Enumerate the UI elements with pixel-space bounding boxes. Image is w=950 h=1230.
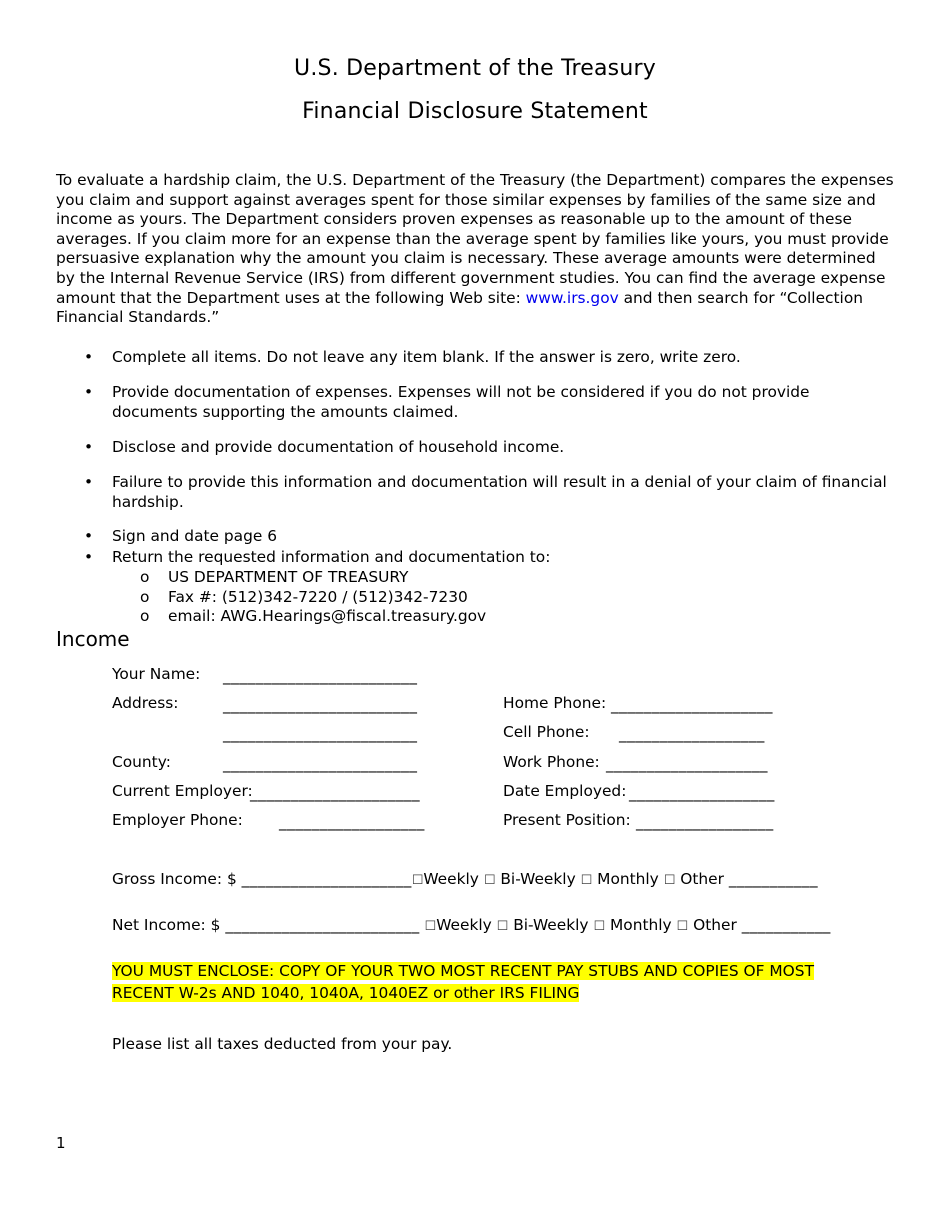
cell-phone-label: Cell Phone: — [503, 723, 590, 741]
intro-text: To evaluate a hardship claim, the U.S. Department of the Treasury (the Department) compares the expenses you claim and support against averages spent for those similar expenses by families of the same size and income as yours. The Department considers proven expenses as reasonable up to the amount of these averages. If you claim more for an expense than the average spent by families like yours, you must provide persuasive explanation why the amount you claim is necessary. These average amounts were determined by the Internal Revenue Service (IRS) from different government studies. You can find the average expense amount that the Department uses at the following Web site: — [56, 171, 894, 307]
biweekly-checkbox[interactable]: ☐ — [483, 873, 496, 888]
other-field[interactable]: ___________ — [741, 916, 831, 934]
cell-phone-field[interactable]: __________________ — [619, 725, 765, 743]
weekly-label: Weekly — [436, 916, 492, 934]
monthly-checkbox[interactable]: ☐ — [580, 873, 593, 888]
other-label: Other — [693, 916, 737, 934]
current-employer-field[interactable]: _____________________ — [250, 784, 421, 802]
monthly-label: Monthly — [610, 916, 672, 934]
gross-income-label: Gross Income: $ — [112, 870, 237, 888]
date-employed-field[interactable]: __________________ — [629, 784, 775, 802]
page-title: U.S. Department of the Treasury — [294, 56, 656, 81]
your-name-label: Your Name: — [112, 665, 201, 683]
weekly-label: Weekly — [423, 870, 479, 888]
other-checkbox[interactable]: ☐ — [676, 919, 689, 934]
weekly-checkbox[interactable]: ☐ — [411, 873, 424, 888]
other-field[interactable]: ___________ — [728, 870, 818, 888]
employer-phone-label: Employer Phone: — [112, 811, 243, 829]
page-number: 1 — [56, 1134, 66, 1152]
monthly-label: Monthly — [597, 870, 659, 888]
intro-paragraph — [56, 171, 896, 328]
monthly-checkbox[interactable]: ☐ — [593, 919, 606, 934]
address-label: Address: — [112, 694, 179, 712]
enclose-notice — [112, 960, 872, 1004]
income-heading: Income — [56, 627, 130, 651]
address-field-line1[interactable]: ________________________ — [223, 696, 418, 714]
home-phone-label: Home Phone: — [503, 694, 607, 712]
biweekly-label: Bi-Weekly — [500, 870, 576, 888]
net-income-row — [112, 916, 831, 936]
gross-income-row — [112, 870, 818, 890]
other-label: Other — [680, 870, 724, 888]
biweekly-label: Bi-Weekly — [513, 916, 589, 934]
present-position-label: Present Position: — [503, 811, 631, 829]
current-employer-label: Current Employer: — [112, 782, 253, 800]
weekly-checkbox[interactable]: ☐ — [424, 919, 437, 934]
gross-income-field[interactable]: _____________________ — [241, 870, 412, 888]
work-phone-field[interactable]: ____________________ — [606, 755, 768, 773]
other-checkbox[interactable]: ☐ — [663, 873, 676, 888]
page-subtitle: Financial Disclosure Statement — [302, 99, 648, 124]
work-phone-label: Work Phone: — [503, 753, 600, 771]
taxes-prompt: Please list all taxes deducted from your pay. — [112, 1035, 453, 1053]
date-employed-label: Date Employed: — [503, 782, 627, 800]
document-page: U.S. Department of the Treasury Financial Disclosure Statement To evaluate a hardship claim, the U.S. Department of the Treasury (the Department) compares the expenses you claim and support against averages spent for those similar expenses by families of the same size and income as yours. The Department considers proven expenses as reasonable up to the amount of these averages. If you claim more for an expense than the average spent by families like yours, you must provide persuasive explanation why the amount you claim is necessary. These average amounts were determined by the Internal Revenue Service (IRS) from different government studies. You can find the average expense amount that the Department uses at the following Web site: www.irs.gov and then search for “Collection Financial Standards.” • Complete all items. Do not leave any item blank. If the answer is zero, write zero. • Provide documentation of expenses. Expenses will not be considered if you do not provide documents supporting the amounts claimed. • Disclose and provide documentation of household income. • Failure to provide this information and documentation will result in a denial of your claim of financial hardship. • Sign and date page 6 • Return the requested information and documentation to: o US DEPARTMENT OF TREASURY o Fax #: (512)342-7220 / (512)342-7230 o email: AWG.Hearings@fiscal.treasury.gov Income Your Name: ________________________ Address: ________________________ ________________________ County: ________________________ Current Employer: _____________________ Employer Phone: __________________ Home Phone: ____________________ Cell Phone: __________________ Work Phone: ____________________ Date Employed: __________________ Present Position: _________________ Gross Income: $ _____________________☐Weekly ☐ Bi-Weekly ☐ Monthly ☐ Other ___________ Net Income: $ ________________________ ☐Weekly ☐ Bi-Weekly ☐ Monthly ☐ Other ___________ YOU MUST ENCLOSE: COPY OF YOUR TWO MOST RECENT PAY STUBS AND COPIES OF MOST RECENT W-2s AND 1040, 1040A, 1040EZ or other IRS FILING Please list all taxes deducted from your pay. 1 — [0, 0, 950, 1230]
home-phone-field[interactable]: ____________________ — [611, 696, 773, 714]
net-income-field[interactable]: ________________________ — [225, 916, 420, 934]
county-field[interactable]: ________________________ — [223, 755, 418, 773]
irs-link[interactable]: www.irs.gov — [525, 288, 619, 307]
biweekly-checkbox[interactable]: ☐ — [496, 919, 509, 934]
address-field-line2[interactable]: ________________________ — [223, 725, 418, 743]
county-label: County: — [112, 753, 171, 771]
employer-phone-field[interactable]: __________________ — [279, 813, 425, 831]
intro-text-end: and then search for “Collection Financial Standards.” — [56, 288, 864, 327]
your-name-field[interactable]: ________________________ — [223, 667, 418, 685]
net-income-label: Net Income: $ — [112, 916, 221, 934]
enclose-notice-text: YOU MUST ENCLOSE: COPY OF YOUR TWO MOST RECENT PAY STUBS AND COPIES OF MOST RECENT W-2s AND 1040, 1040A, 1040EZ or other IRS FILING — [112, 962, 814, 1002]
present-position-field[interactable]: _________________ — [636, 813, 774, 831]
